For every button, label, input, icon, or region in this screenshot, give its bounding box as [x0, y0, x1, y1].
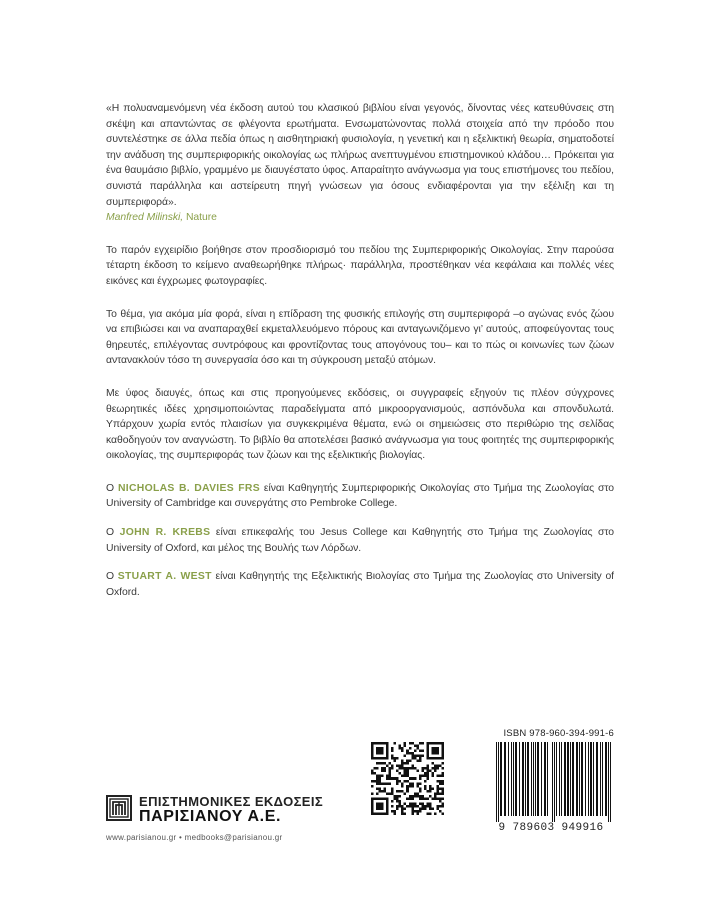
isbn-text: ISBN 978-960-394-991-6 — [503, 728, 614, 739]
description-paragraph-3: Με ύφος διαυγές, όπως και στις προηγούμενες εκδόσεις, οι συγγραφείς εξηγούν τις πλέον σύγχρονες θεωρητικές ιδέες χρησιμοποιώντας παραδείγματα από μικροοργανισμούς, ασπόνδυλα και σπονδυλωτά. Υπάρχουν χωρία εντός πλαισίων για συγκεκριμένα θέματα, ενώ οι σημειώσεις στο περιθώριο της σελίδας καθοδηγούν τον αναγνώστη. Το βιβλίο θα αποτελέσει βασικό ανάγνωσμα για τους φοιτητές της συμπεριφορικής οικολογίας, της συμπεριφοράς των ζώων και της εξελικτικής βιολογίας. — [106, 387, 614, 462]
author-name-krebs: JOHN R. KREBS — [119, 527, 211, 539]
author-bio-davies — [106, 481, 614, 512]
bio-prefix: Ο — [106, 571, 115, 583]
quote-text: «Η πολυαναμενόμενη νέα έκδοση αυτού του κλασικού βιβλίου είναι γεγονός, δίνοντας νέες κατευθύνσεις στη σκέψη και απαντώντας σε φλέγοντα ερωτήματα. Ενσωματώνοντας πολλά στοιχεία από την πρόοδο που συντελέστηκε σε άλλα πεδία όπως η αισθητηριακή φυσιολογία, η γενετική και η εξελικτική θεωρία, σηματοδοτεί την ανάδυση της συμπεριφορικής οικολογίας ως πλήρως ανεπτυγμένου επιστημονικού κλάδου… Πρόκειται για ένα θαυμάσιο βιβλίο, γραμμένο με διαυγέστατο ύφος. Απαραίτητο ανάγνωσμα για τους επιστήμονες του πεδίου, συνιστά παράλληλα και αστείρευτη πηγή γνώσεων για όσους ενδιαφέρονται για την εξέλιξη και τη συμπεριφορά». — [106, 103, 614, 208]
author-bio-text: είναι Καθηγητής Συμπεριφορικής Οικολογίας στο Τμήμα της Ζωολογίας στο University of Cambridge και συνεργάτης στο Pembroke College. — [106, 482, 615, 510]
bio-prefix: Ο — [106, 482, 115, 494]
publisher-name-line1: ΕΠΙΣΤΗΜΟΝΙΚΕΣ ΕΚΔΟΣΕΙΣ — [139, 794, 324, 809]
author-name-davies: NICHOLAS B. DAVIES FRS — [118, 482, 260, 494]
publisher-logo — [106, 795, 346, 855]
publisher-name-line2: ΠΑΡΙΣΙΑΝΟΥ Α.Ε. — [139, 808, 282, 825]
author-bio-krebs — [106, 525, 614, 556]
author-name-west: STUART A. WEST — [117, 571, 212, 583]
barcode-digits: 9 789603 949916 — [498, 822, 604, 834]
author-bio-text: είναι Καθηγητής της Εξελικτικής Βιολογίας στο Τμήμα της Ζωολογίας στο University of Oxford. — [106, 571, 615, 598]
author-bio-text: είναι επικεφαλής του Jesus College και Καθηγητής στο Τμήμα της Ζωολογίας στο University of Oxford, και μέλος της Βουλής των Λόρδων. — [106, 527, 615, 554]
quote-author: Manfred Milinski — [106, 212, 181, 224]
quote-attribution: Manfred Milinski, Nature — [106, 212, 217, 224]
author-bios — [106, 481, 614, 601]
isbn-barcode — [488, 728, 614, 836]
description-paragraph-2: Το θέμα, για ακόμα μία φορά, είναι η επίδραση της φυσικής επιλογής στη συμπεριφορά –ο αγώνας ενός ζώου να επιβιώσει και να αναπαραχθεί εκμεταλλευόμενο πόρους και ανταγωνιζόμενο γι’ αυτούς, αποφεύγοντας τους θηρευτές, επιλέγοντας συντρόφους και φροντίζοντας τους απογόνους του– και το πώς οι κοινωνίες των ζώων αντανακλούν τόσο τη συνεργασία όσο και τη σύγκρουση μεταξύ ατόμων. — [106, 308, 614, 367]
blurb-text — [106, 101, 614, 613]
description-paragraph-1: Το παρόν εγχειρίδιο βοήθησε στον προσδιορισμό του πεδίου της Συμπεριφορικής Οικολογίας. Στην παρούσα τέταρτη έκδοση το κείμενο αναθεωρήθηκε πλήρως· παράλληλα, προστέθηκαν νέα κεφάλαια και πολλές νέες εικόνες και έγχρωμες φωτογραφίες. — [106, 244, 614, 287]
qr-code — [371, 742, 444, 815]
bio-prefix: Ο — [106, 527, 115, 539]
barcode-image — [494, 742, 614, 822]
quote-source: Nature — [185, 212, 217, 224]
review-quote — [106, 101, 614, 226]
qr-modules — [371, 742, 444, 815]
author-bio-west — [106, 569, 614, 600]
barcode-bars — [496, 742, 611, 822]
publisher-contact: www.parisianou.gr • medbooks@parisianou.gr — [106, 833, 283, 842]
publisher-emblem-icon — [106, 795, 132, 821]
